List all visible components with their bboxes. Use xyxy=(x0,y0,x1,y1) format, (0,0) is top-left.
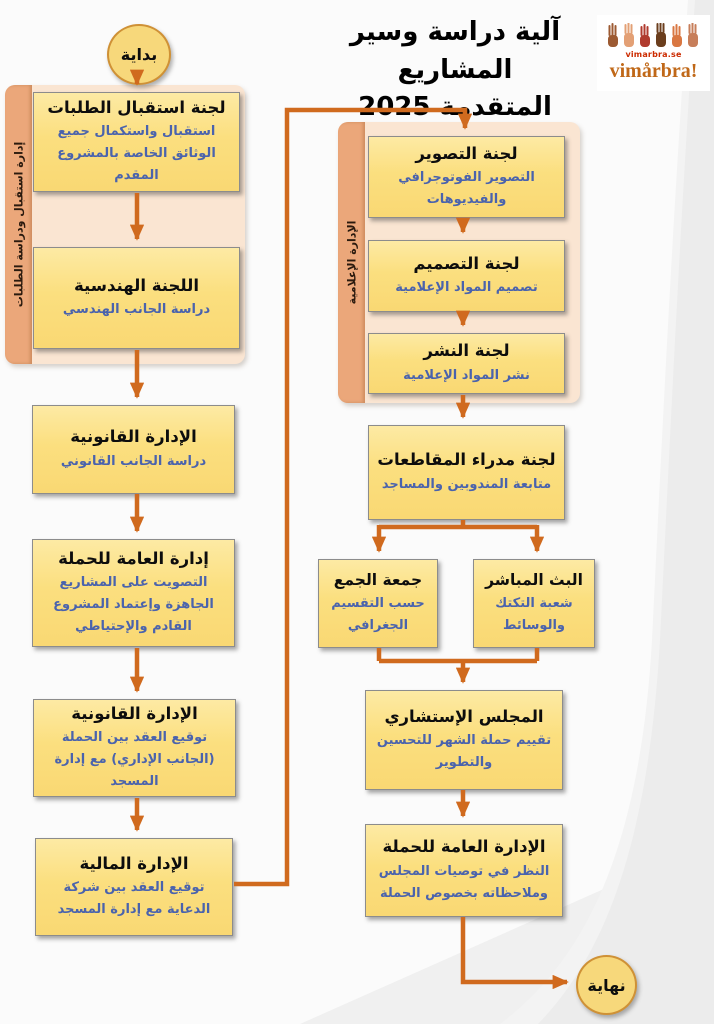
node-campaign-general-admin-review xyxy=(365,824,563,917)
node-subtitle: توقيع العقد بين شركة الدعاية مع إدارة المسجد xyxy=(57,880,211,918)
node-subtitle: دراسة الجانب الهندسي xyxy=(62,302,211,318)
node-subtitle: التصوير الفوتوجرافي والفيديوهات xyxy=(398,170,535,208)
node-publishing-committee xyxy=(368,333,565,394)
flow-start-node xyxy=(107,24,171,85)
node-photography-committee xyxy=(368,136,565,218)
node-campaign-general-admin-vote xyxy=(32,539,235,647)
group-reception-study-strip xyxy=(5,85,32,364)
page-title xyxy=(305,14,605,127)
node-reception-committee xyxy=(33,92,240,192)
node-title: لجنة التصوير xyxy=(415,143,518,163)
node-title: إدارة العامة للحملة xyxy=(58,548,209,568)
node-title: البث المباشر xyxy=(485,570,583,589)
node-title: الإدارة القانونية xyxy=(70,427,197,447)
node-advisory-council xyxy=(365,690,563,790)
node-subtitle: تصميم المواد الإعلامية xyxy=(395,280,538,296)
logo xyxy=(597,15,710,91)
end-label: نهاية xyxy=(587,975,626,995)
node-subtitle: التصويت على المشاريع الجاهزة وإعتماد المشروع القادم والإحتياطي xyxy=(53,574,214,635)
node-engineering-committee xyxy=(33,247,240,349)
node-subtitle: شعبة التكتك والوسائط xyxy=(495,595,573,633)
node-title: لجنة استقبال الطلبات xyxy=(47,97,226,117)
group-reception-study-label: إدارة استقبال ودراسة الطلبات xyxy=(11,141,25,308)
node-title: المجلس الإستشاري xyxy=(384,706,544,726)
node-subtitle: تقييم حملة الشهر للتحسين والتطوير xyxy=(376,733,552,771)
node-subtitle: حسب التقسيم الجغرافي xyxy=(331,595,425,633)
group-media-admin-strip xyxy=(338,122,365,403)
node-legal-admin-study xyxy=(32,405,235,494)
node-title: الإدارة المالية xyxy=(79,853,189,873)
start-label: بداية xyxy=(120,45,158,64)
node-title: الإدارة القانونية xyxy=(71,703,198,723)
node-subtitle: توقيع العقد بين الحملة (الجانب الإداري) مع إدارة المسجد xyxy=(54,730,215,790)
node-title: الإدارة العامة للحملة xyxy=(382,837,546,857)
node-title: لجنة مدراء المقاطعات xyxy=(377,450,556,470)
node-finance-admin xyxy=(35,838,233,936)
node-subtitle: استقبال واستكمال جميع الوثائق الخاصة بالمشروع المقدم xyxy=(57,124,216,184)
node-title: لجنة التصميم xyxy=(413,253,520,273)
node-subtitle: دراسة الجانب القانوني xyxy=(60,453,207,469)
node-subtitle: النظر في توصيات المجلس وملاحظاته بخصوص الحملة xyxy=(378,863,550,901)
page-title-line1: آلية دراسة وسير المشاريع xyxy=(349,17,561,85)
node-title: لجنة النشر xyxy=(423,341,510,361)
node-district-managers-committee xyxy=(368,425,565,520)
node-subtitle: متابعة المندوبين والمساجد xyxy=(381,476,552,492)
node-live-broadcast xyxy=(473,559,595,648)
page-title-line2: المتقدمة 2025 xyxy=(358,92,552,123)
logo-site-text: vimarbra.se xyxy=(625,50,682,59)
logo-name-text: vimårbra! xyxy=(609,60,698,82)
node-title: اللجنة الهندسية xyxy=(74,275,199,295)
node-title: جمعة الجمع xyxy=(333,570,423,589)
node-subtitle: نشر المواد الإعلامية xyxy=(403,367,530,383)
group-media-admin-label: الإدارة الإعلامية xyxy=(345,220,358,305)
node-design-committee xyxy=(368,240,565,312)
node-friday-collection xyxy=(318,559,438,648)
raised-hands-icon xyxy=(606,23,702,49)
flow-end-node xyxy=(576,955,637,1015)
node-legal-admin-contract xyxy=(33,699,236,797)
